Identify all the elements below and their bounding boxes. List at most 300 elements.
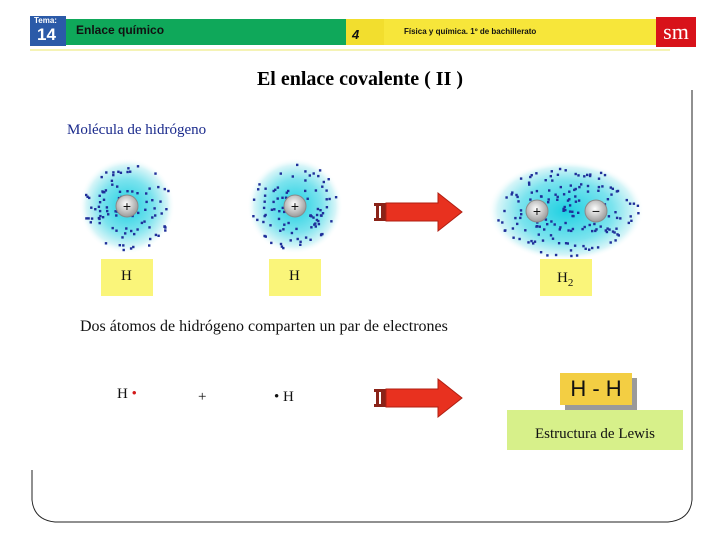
electron-dot [520, 213, 522, 215]
electron-dot [587, 190, 589, 192]
electron-dot [99, 210, 101, 212]
electron-dot [98, 206, 100, 208]
electron-dot [98, 218, 100, 220]
electron-dot [99, 222, 101, 224]
electron-dot [282, 247, 284, 249]
electron-dot [617, 190, 619, 192]
nucleus-2-charge: + [290, 198, 300, 214]
electron-dot [133, 233, 135, 235]
electron-dot [571, 211, 573, 213]
electron-dot [265, 235, 267, 237]
electron-dot [560, 186, 562, 188]
electron-dot [99, 201, 101, 203]
electron-dot [164, 229, 166, 231]
electron-dot [278, 210, 280, 212]
electron-dot [129, 171, 131, 173]
electron-dot [132, 246, 134, 248]
electron-dot [548, 189, 550, 191]
electron-dot [578, 199, 580, 201]
electron-dot [570, 184, 572, 186]
electron-dot [287, 222, 289, 224]
electron-dot [102, 216, 104, 218]
electron-dot [264, 195, 266, 197]
lewis-plus: + [198, 389, 207, 405]
electron-dot [287, 190, 289, 192]
electron-dot [126, 190, 128, 192]
electron-dot [164, 225, 166, 227]
electron-dot [90, 207, 92, 209]
electron-dot [106, 210, 108, 212]
lewis-right [274, 389, 294, 406]
electron-dot [555, 254, 557, 256]
electron-dot [161, 212, 163, 214]
electron-dot [277, 186, 279, 188]
electron-dot [600, 172, 602, 174]
electron-dot [320, 214, 322, 216]
electron-dot [137, 165, 139, 167]
electron-dot [550, 234, 552, 236]
electron-dot [583, 175, 585, 177]
electron-dot [518, 238, 520, 240]
electron-dot [568, 198, 570, 200]
electron-dot [120, 172, 122, 174]
electron-dot [589, 173, 591, 175]
electron-dot [598, 186, 600, 188]
electron-dot [124, 232, 126, 234]
electron-dot [137, 212, 139, 214]
electron-dot [616, 217, 618, 219]
electron-dot [280, 243, 282, 245]
electron-dot [630, 220, 632, 222]
electron-dot [514, 217, 516, 219]
electron-dot [277, 197, 279, 199]
electron-dot [595, 228, 597, 230]
electron-dot [328, 198, 330, 200]
electron-dot [313, 172, 315, 174]
electron-dot [262, 221, 264, 223]
electron-dot [105, 171, 107, 173]
electron-dot [572, 228, 574, 230]
electron-dot [593, 223, 595, 225]
electron-dot [554, 194, 556, 196]
electron-dot [577, 212, 579, 214]
electron-dot [572, 215, 574, 217]
atom-1-label-box [101, 259, 153, 296]
electron-dot [570, 255, 572, 257]
topic-title: Enlace químico [76, 23, 165, 37]
electron-dot [264, 188, 266, 190]
electron-dot [558, 242, 560, 244]
electron-dot [136, 228, 138, 230]
electron-dot [280, 172, 282, 174]
electron-dot [554, 223, 556, 225]
electron-dot [517, 200, 519, 202]
molecule-symbol: H [557, 270, 568, 286]
electron-dot [550, 175, 552, 177]
electron-dot [581, 228, 583, 230]
electron-dot [263, 207, 265, 209]
electron-dot [164, 188, 166, 190]
electron-dot [551, 170, 553, 172]
electron-dot [574, 195, 576, 197]
electron-dot [505, 196, 507, 198]
electron-dot [87, 217, 89, 219]
hydrogen-molecule [488, 161, 644, 261]
electron-dot [141, 222, 143, 224]
electron-dot [597, 190, 599, 192]
electron-dot [319, 209, 321, 211]
electron-dot [546, 254, 548, 256]
electron-dot [608, 228, 610, 230]
electron-dot [584, 226, 586, 228]
electron-dot [131, 190, 133, 192]
electron-dot [539, 226, 541, 228]
electron-dot [126, 171, 128, 173]
electron-dot [253, 199, 255, 201]
electron-dot [310, 214, 312, 216]
electron-dot [281, 197, 283, 199]
electron-dot [101, 190, 103, 192]
electron-dot [536, 190, 538, 192]
electron-dot [304, 179, 306, 181]
electron-dot [586, 174, 588, 176]
electron-dot [264, 214, 266, 216]
electron-dot [271, 209, 273, 211]
electron-dot [305, 236, 307, 238]
electron-dot [569, 204, 571, 206]
electron-dot [530, 240, 532, 242]
electron-dot [565, 169, 567, 171]
electron-dot [567, 242, 569, 244]
electron-dot [148, 187, 150, 189]
electron-dot [159, 200, 161, 202]
electron-dot [309, 239, 311, 241]
electron-dot [323, 181, 325, 183]
electron-dot [580, 183, 582, 185]
atom-1-label: H [121, 268, 132, 284]
electron-dot [562, 210, 564, 212]
electron-dot [615, 228, 617, 230]
electron-dot [582, 245, 584, 247]
electron-dot [516, 223, 518, 225]
electron-dot [601, 185, 603, 187]
electron-dot [119, 244, 121, 246]
electron-dot [540, 251, 542, 253]
electron-dot [149, 238, 151, 240]
electron-dot [335, 196, 337, 198]
electron-dot [123, 249, 125, 251]
electron-dot [569, 210, 571, 212]
electron-dot [559, 228, 561, 230]
electron-dot [101, 176, 103, 178]
electron-dot [614, 211, 616, 213]
electron-dot [116, 185, 118, 187]
tema-label: Tema: [34, 16, 57, 25]
electron-dot [575, 173, 577, 175]
electron-dot [326, 198, 328, 200]
electron-dot [258, 183, 260, 185]
lewis-left [117, 386, 137, 403]
electron-dot [540, 195, 542, 197]
electron-dot [299, 244, 301, 246]
electron-dot [125, 227, 127, 229]
electron-dot [269, 224, 271, 226]
electron-dot [528, 182, 530, 184]
electron-dot [556, 199, 558, 201]
bond-formula: H - H [570, 376, 622, 401]
electron-dot [296, 164, 298, 166]
electron-dot [575, 201, 577, 203]
electron-dot [536, 225, 538, 227]
electron-dot [325, 189, 327, 191]
electron-dot [545, 179, 547, 181]
electron-dot [304, 170, 306, 172]
electron-dot [633, 203, 635, 205]
molecule-label [557, 270, 573, 289]
electron-dot [130, 230, 132, 232]
atom-1 [79, 158, 175, 254]
electron-dot [532, 242, 534, 244]
lewis-right-atom: H [283, 389, 294, 405]
lewis-left-atom: H [117, 386, 128, 402]
electron-dot [535, 172, 537, 174]
electron-dot [504, 230, 506, 232]
electron-dot [568, 191, 570, 193]
electron-dot [99, 195, 101, 197]
electron-dot [299, 241, 301, 243]
electron-dot [154, 214, 156, 216]
electron-dot [330, 220, 332, 222]
electron-dot [111, 180, 113, 182]
electron-dot [148, 244, 150, 246]
electron-dot [630, 215, 632, 217]
electron-dot [99, 215, 101, 217]
electron-dot [598, 178, 600, 180]
electron-dot [111, 184, 113, 186]
electron-dot [614, 239, 616, 241]
electron-dot [501, 221, 503, 223]
molecule-nucleus-2-charge: − [591, 203, 601, 219]
page-title: El enlace covalente ( II ) [256, 68, 464, 90]
electron-dot [295, 228, 297, 230]
electron-dot [607, 198, 609, 200]
electron-dot [90, 221, 92, 223]
electron-dot [637, 212, 639, 214]
frame-border [32, 90, 692, 522]
electron-dot [567, 229, 569, 231]
caption: Dos átomos de hidrógeno comparten un par de electrones [80, 318, 448, 335]
molecule-nucleus-1-charge: + [532, 203, 542, 219]
electron-dot [282, 228, 284, 230]
electron-dot [600, 225, 602, 227]
electron-dot [546, 223, 548, 225]
electron-dot [316, 214, 318, 216]
electron-dot [578, 186, 580, 188]
molecule-label-box [540, 259, 592, 296]
electron-dot [279, 230, 281, 232]
electron-dot [304, 190, 306, 192]
electron-dot [628, 222, 630, 224]
electron-dot [274, 189, 276, 191]
electron-dot [167, 190, 169, 192]
electron-dot [272, 201, 274, 203]
electron-dot [317, 208, 319, 210]
electron-dot [270, 242, 272, 244]
electron-dot [619, 217, 621, 219]
electron-dot [575, 188, 577, 190]
electron-dot [557, 174, 559, 176]
electron-dot [155, 234, 157, 236]
electron-dot [585, 248, 587, 250]
electron-dot [112, 171, 114, 173]
electron-dot [273, 208, 275, 210]
electron-dot [608, 215, 610, 217]
electron-dot [515, 194, 517, 196]
electron-dot [148, 226, 150, 228]
electron-dot [94, 208, 96, 210]
electron-dot [626, 199, 628, 201]
electron-dot [112, 174, 114, 176]
atom-2-label: H [289, 268, 300, 284]
electron-dot [512, 227, 514, 229]
lewis-right-electron: • [274, 389, 280, 405]
electron-dot [320, 233, 322, 235]
electron-dot [157, 186, 159, 188]
electron-dot [105, 189, 107, 191]
electron-dot [613, 231, 615, 233]
page-number: 4 [352, 27, 360, 42]
publisher-logo: sm [663, 19, 689, 44]
electron-dot [591, 230, 593, 232]
tema-number: 14 [37, 25, 56, 44]
electron-dot [527, 241, 529, 243]
electron-dot [151, 199, 153, 201]
electron-dot [610, 186, 612, 188]
electron-dot [115, 230, 117, 232]
electron-dot [564, 206, 566, 208]
electron-dot [604, 174, 606, 176]
electron-dot [610, 193, 612, 195]
electron-dot [278, 218, 280, 220]
electron-dot [309, 174, 311, 176]
electron-dot [85, 217, 87, 219]
electron-dot [321, 186, 323, 188]
electron-dot [144, 209, 146, 211]
electron-dot [574, 245, 576, 247]
lewis-structure-label: Estructura de Lewis [535, 426, 655, 442]
electron-dot [145, 201, 147, 203]
electron-dot [629, 203, 631, 205]
electron-dot [257, 188, 259, 190]
electron-dot [264, 201, 266, 203]
electron-dot [297, 238, 299, 240]
electron-dot [512, 237, 514, 239]
electron-dot [529, 198, 531, 200]
electron-dot [154, 172, 156, 174]
electron-dot [322, 212, 324, 214]
electron-dot [119, 191, 121, 193]
electron-dot [524, 229, 526, 231]
electron-dot [589, 224, 591, 226]
electron-dot [165, 208, 167, 210]
electron-dot [317, 220, 319, 222]
electron-dot [314, 222, 316, 224]
electron-dot [519, 217, 521, 219]
electron-dot [312, 216, 314, 218]
electron-dot [107, 213, 109, 215]
electron-dot [551, 179, 553, 181]
electron-dot [531, 191, 533, 193]
section-subtitle: Molécula de hidrógeno [67, 122, 207, 138]
electron-dot [547, 201, 549, 203]
lewis-left-electron: • [131, 386, 137, 402]
electron-dot [315, 189, 317, 191]
electron-dot [326, 206, 328, 208]
electron-dot [256, 219, 258, 221]
electron-dot [112, 227, 114, 229]
molecule-subscript: 2 [567, 277, 574, 289]
electron-dot [570, 249, 572, 251]
electron-dot [503, 210, 505, 212]
electron-dot [290, 239, 292, 241]
electron-dot [520, 177, 522, 179]
electron-dot [122, 244, 124, 246]
electron-dot [577, 174, 579, 176]
electron-dot [318, 223, 320, 225]
electron-dot [591, 247, 593, 249]
electron-dot [618, 234, 620, 236]
electron-dot [497, 219, 499, 221]
electron-dot [576, 254, 578, 256]
electron-dot [130, 247, 132, 249]
electron-dot [610, 241, 612, 243]
electron-dot [153, 207, 155, 209]
atom-2-label-box [269, 259, 321, 296]
reaction-arrow-2 [374, 379, 462, 417]
course-label: Física y química. 1º de bachillerato [404, 27, 537, 36]
electron-dot [564, 222, 566, 224]
electron-dot [637, 205, 639, 207]
electron-dot [319, 169, 321, 171]
electron-dot [557, 196, 559, 198]
electron-dot [291, 232, 293, 234]
electron-dot [328, 178, 330, 180]
electron-dot [543, 228, 545, 230]
electron-dot [529, 176, 531, 178]
electron-dot [283, 224, 285, 226]
electron-dot [550, 220, 552, 222]
electron-dot [548, 198, 550, 200]
electron-dot [588, 249, 590, 251]
electron-dot [252, 215, 254, 217]
electron-dot [117, 171, 119, 173]
electron-dot [542, 239, 544, 241]
electron-dot [105, 242, 107, 244]
nucleus-1-charge: + [122, 198, 132, 214]
electron-dot [307, 198, 309, 200]
electron-dot [157, 235, 159, 237]
electron-dot [136, 192, 138, 194]
electron-dot [292, 175, 294, 177]
electron-dot [85, 194, 87, 196]
electron-dot [91, 217, 93, 219]
electron-dot [559, 168, 561, 170]
electron-dot [511, 193, 513, 195]
electron-dot [538, 233, 540, 235]
electron-dot [597, 246, 599, 248]
electron-dot [145, 192, 147, 194]
atom-2 [247, 158, 343, 254]
